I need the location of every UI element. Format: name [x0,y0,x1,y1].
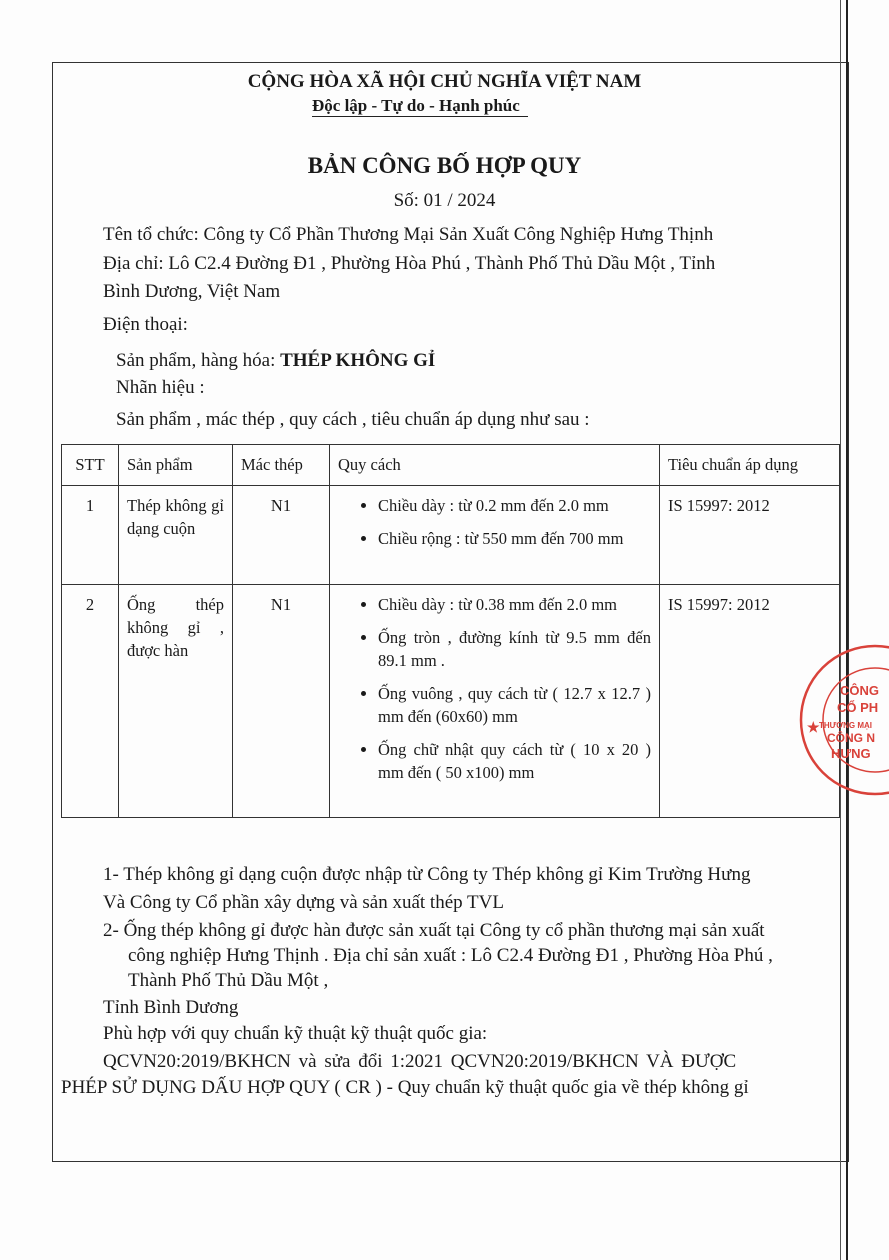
cell-product: Ống thép không gỉ , được hàn [119,585,233,818]
spec-item: • Ống chữ nhật quy cách từ ( 10 x 20 ) mm đến ( 50 x100) mm [378,738,651,784]
spec-item: • Chiều dày : từ 0.38 mm đến 2.0 mm [378,593,651,616]
qc-line1: QCVN20:2019/BKHCN và sửa đổi 1:2021 QCVN20:2019/BKHCN VÀ ĐƯỢC [103,1051,737,1072]
note-2c: Thành Phố Thủ Dầu Một , [128,970,329,991]
cell-standard: IS 15997: 2012 [660,585,840,818]
spec-item: • Ống tròn , đường kính từ 9.5 mm đến 89.1 mm . [378,626,651,672]
cell-product: Thép không gỉ dạng cuộn [119,486,233,585]
address-line1: Địa chỉ: Lô C2.4 Đường Đ1 , Phường Hòa Phú , Thành Phố Thủ Dầu Một , Tỉnh [103,253,716,274]
spec-item: • Ống vuông , quy cách từ ( 12.7 x 12.7 ) mm đến (60x60) mm [378,682,651,728]
spec-item: • Chiều rộng : từ 550 mm đến 700 mm [378,527,651,550]
note-1a: 1- Thép không gỉ dạng cuộn được nhập từ Công ty Thép không gỉ Kim Trường Hưng [103,864,751,885]
svg-text:★: ★ [807,719,820,735]
phone: Điện thoại: [103,314,188,335]
table-header-row [62,445,840,486]
cell-spec [330,486,660,585]
svg-text:THƯƠNG MẠI: THƯƠNG MẠI [819,721,873,730]
note-2a: 2- Ống thép không gỉ được hàn được sản xuất tại Công ty cổ phần thương mại sản xuất [103,920,765,941]
motto: Độc lập - Tự do - Hạnh phúc [312,96,528,117]
svg-text:CỔ PH: CỔ PH [837,700,879,715]
spec-item: • Chiều dày : từ 0.2 mm đến 2.0 mm [378,494,651,517]
cell-stt: 1 [62,486,119,585]
doc-title: BẢN CÔNG BỐ HỢP QUY [307,153,582,178]
brand: Nhãn hiệu : [116,377,205,398]
product-line [116,350,435,372]
product-value: THÉP KHÔNG GỈ [280,350,436,371]
table-row [62,486,840,585]
address-line2: Bình Dương, Việt Nam [103,281,281,302]
doc-number: Số: 01 / 2024 [393,190,496,211]
cell-stt: 2 [62,585,119,818]
header-spec: Quy cách [330,445,660,486]
intro: Sản phẩm , mác thép , quy cách , tiêu chuẩn áp dụng như sau : [116,409,590,430]
qc-line2: PHÉP SỬ DỤNG DẤU HỢP QUY ( CR ) - Quy chuẩn kỹ thuật quốc gia về thép không gỉ [61,1077,749,1098]
header-stt: STT [62,445,119,486]
note-1b: Và Công ty Cổ phần xây dựng và sản xuất thép TVL [103,892,504,913]
org-name: Tên tổ chức: Công ty Cổ Phần Thương Mại Sản Xuất Công Nghiệp Hưng Thịnh [103,224,714,245]
cell-standard: IS 15997: 2012 [660,486,840,585]
header-product: Sản phẩm [119,445,233,486]
note-2b: công nghiệp Hưng Thịnh . Địa chỉ sản xuất : Lô C2.4 Đường Đ1 , Phường Hòa Phú , [128,945,773,966]
scan-line [846,0,848,1260]
svg-text:CÔNG N: CÔNG N [827,731,875,745]
company-stamp [795,640,889,800]
product-label: Sản phẩm, hàng hóa: [116,350,281,371]
nation-header: CỘNG HÒA XÃ HỘI CHỦ NGHĨA VIỆT NAM [247,71,642,92]
cell-grade: N1 [233,585,330,818]
table-row [62,585,840,818]
svg-text:HƯNG: HƯNG [831,746,871,761]
conform: Phù hợp với quy chuẩn kỹ thuật kỹ thuật quốc gia: [103,1023,488,1044]
header-standard: Tiêu chuẩn áp dụng [660,445,840,486]
svg-text:CÔNG: CÔNG [840,683,879,698]
cell-spec [330,585,660,818]
scan-line [840,0,841,1260]
province: Tỉnh Bình Dương [103,997,239,1018]
spec-table [61,444,840,818]
header-grade: Mác thép [233,445,330,486]
cell-grade: N1 [233,486,330,585]
